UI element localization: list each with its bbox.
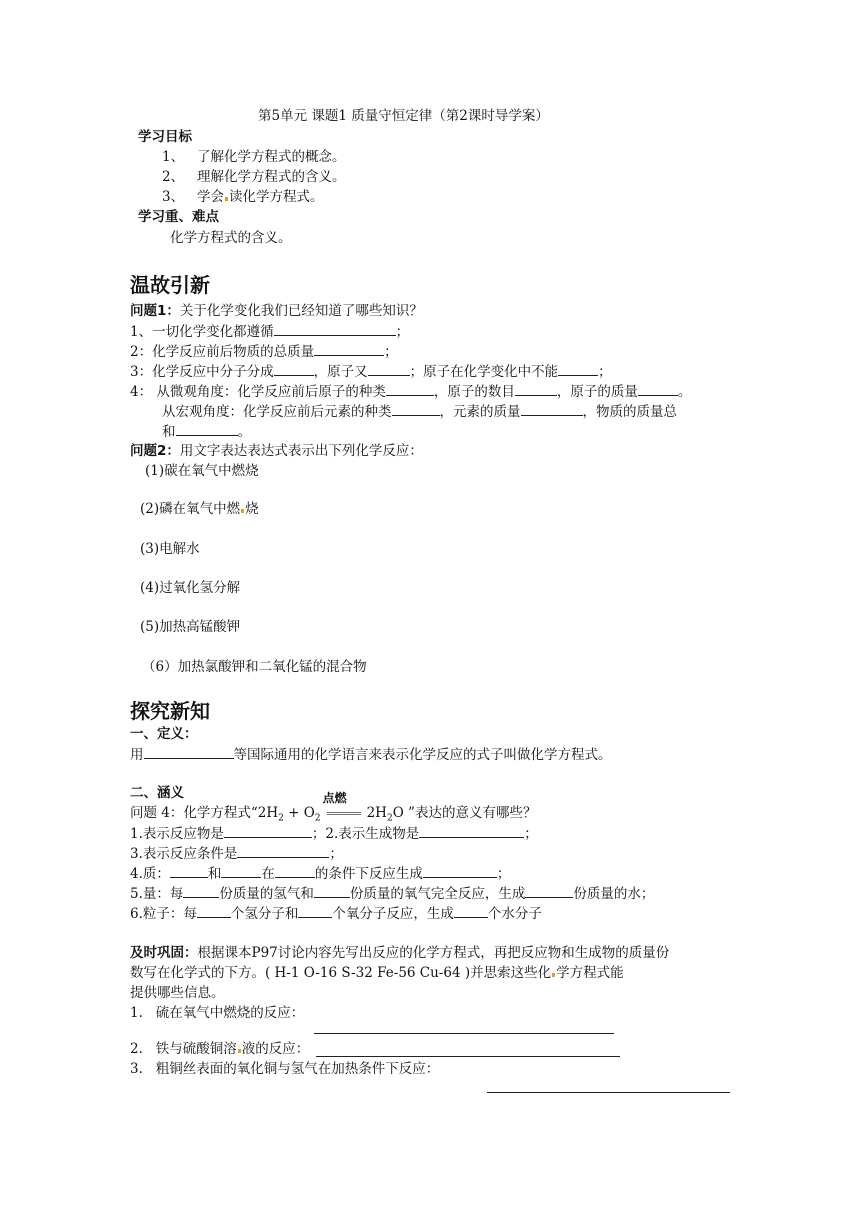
answer-line[interactable] — [316, 1056, 620, 1057]
fill-blank[interactable] — [144, 745, 234, 759]
text: 份质量的氢气和 — [219, 886, 314, 902]
fill-blank[interactable] — [176, 422, 238, 436]
text: ； — [496, 866, 511, 882]
goal-text: 理解化学方程式的含义。 — [196, 169, 346, 185]
text: 烧 — [245, 501, 259, 517]
section-heading-review: 温故引新 — [130, 273, 210, 297]
text: ，原子的质量 — [556, 384, 638, 400]
meaning-line-6 — [130, 904, 542, 923]
text: ； — [329, 846, 343, 862]
text: 2H — [366, 805, 387, 821]
exercise-item — [130, 1060, 439, 1078]
text: ，元素的质量 — [439, 404, 521, 420]
reaction-item — [140, 500, 259, 518]
text: ； — [598, 364, 612, 380]
text: 份质量的水； — [573, 886, 655, 902]
page-title: 第5单元 课题1 质量守恒定律（第2课时导学案） — [258, 108, 549, 124]
exercise-num: 1. — [130, 1005, 143, 1021]
question-label: 问题1： — [130, 303, 180, 319]
text: 在 — [261, 866, 275, 882]
goal-item — [162, 188, 323, 206]
exercise-text: 铁与硫酸铜溶 — [155, 1041, 237, 1057]
meaning-line-1 — [130, 824, 538, 843]
consolidate-para-2 — [130, 964, 624, 982]
reaction-item: (5)加热高锰酸钾 — [140, 619, 241, 635]
exercise-num: 2. — [130, 1041, 143, 1057]
text: 3.表示反应条件是 — [130, 846, 238, 862]
text: 和 — [162, 424, 176, 440]
fill-blank[interactable] — [197, 904, 231, 918]
meaning-heading: 二、涵义 — [130, 785, 184, 801]
stray-mark — [238, 1049, 241, 1053]
text: 问题 4：化学方程式“2H — [130, 805, 279, 821]
text: 3：化学反应中分子分成 — [130, 364, 274, 380]
fill-blank[interactable] — [521, 402, 583, 416]
stray-mark — [552, 973, 555, 977]
text: + O — [283, 805, 315, 821]
fill-blank[interactable] — [454, 904, 488, 918]
text: 学方程式能 — [556, 965, 624, 981]
exercise-text: 粗铜丝表面的氧化铜与氢气在加热条件下反应： — [155, 1061, 440, 1077]
exercise-text: 液的反应： — [241, 1041, 310, 1057]
question-text: 用文字表达表达式表示出下列化学反应： — [179, 443, 423, 459]
text: O ”表达的意义有哪些？ — [392, 805, 537, 821]
text: 从宏观角度：化学反应前后元素的种类 — [162, 404, 392, 420]
stray-mark — [241, 509, 244, 513]
fill-blank[interactable] — [419, 824, 524, 838]
review-line-1 — [130, 322, 409, 341]
goal-num: 3、 — [162, 189, 185, 205]
reaction-item: (1)碳在氧气中燃烧 — [145, 463, 259, 479]
meaning-line-5 — [130, 884, 654, 903]
text: 1、一切化学变化都遵循 — [130, 324, 274, 340]
section-heading-explore: 探究新知 — [130, 699, 210, 723]
question-text: 关于化学变化我们已经知道了哪些知识？ — [179, 303, 423, 319]
text: ，原子又 — [313, 364, 368, 380]
goal-text: 学会 — [196, 189, 224, 205]
text: 5.量：每 — [130, 886, 184, 902]
fill-blank[interactable] — [638, 382, 678, 396]
review-line-5 — [162, 402, 677, 421]
equals-arrow — [327, 812, 361, 815]
consolidate-label: 及时巩固： — [130, 945, 198, 961]
text: ；原子在化学变化中不能 — [409, 364, 559, 380]
exercise-num: 3. — [130, 1061, 143, 1077]
fill-blank[interactable] — [525, 884, 573, 898]
fill-blank[interactable] — [558, 362, 598, 376]
meaning-line-4 — [130, 864, 510, 883]
fill-blank[interactable] — [170, 864, 208, 878]
fill-blank[interactable] — [368, 362, 410, 376]
text: ； — [395, 324, 410, 340]
goal-num: 1、 — [162, 149, 185, 165]
fill-blank[interactable] — [237, 844, 329, 858]
question-1 — [130, 302, 423, 320]
text: 1.表示反应物是 — [130, 826, 224, 842]
text: ，原子的数目 — [433, 384, 515, 400]
text: ； — [524, 826, 538, 842]
review-line-4 — [130, 382, 691, 401]
fill-blank[interactable] — [274, 322, 396, 336]
reaction-item: (3)电解水 — [140, 541, 200, 557]
text: ，物质的质量总 — [582, 404, 677, 420]
exercise-text: 硫在氧气中燃烧的反应： — [155, 1005, 305, 1021]
definition-heading: 一、定义： — [130, 726, 198, 742]
review-line-3 — [130, 362, 612, 381]
text: (2)磷在氧气中燃 — [140, 501, 241, 517]
fill-blank[interactable] — [314, 884, 350, 898]
fill-blank[interactable] — [221, 864, 261, 878]
text: 4： 从微观角度：化学反应前后原子的种类 — [130, 384, 386, 400]
reaction-item: （6）加热氯酸钾和二氧化锰的混合物 — [142, 659, 367, 675]
text: 数写在化学式的下方。( H-1 O-16 S-32 Fe-56 Cu-64 )并思索这些化 — [130, 965, 552, 981]
subscript: 2 — [314, 813, 321, 824]
text: 2：化学反应前后物质的总质量 — [130, 344, 315, 360]
subscript: 2 — [278, 813, 284, 824]
review-line-6 — [162, 422, 251, 441]
text: ； — [384, 344, 398, 360]
consolidate-para-1 — [130, 944, 669, 962]
goal-text: 读化学方程式。 — [228, 189, 324, 205]
text: 4.质： — [130, 866, 170, 882]
exercise-item — [130, 1040, 309, 1058]
text: 个水分子 — [487, 906, 542, 922]
fill-blank[interactable] — [386, 382, 434, 396]
text: 个氢分子和 — [230, 906, 299, 922]
text: 个氧分子反应，生成 — [332, 906, 454, 922]
goal-item — [162, 148, 345, 166]
question-2 — [130, 442, 423, 460]
text: 用 — [130, 747, 144, 763]
exercise-item — [130, 1004, 304, 1022]
fill-blank[interactable] — [183, 884, 219, 898]
text: 。 — [677, 384, 692, 400]
answer-line[interactable] — [314, 1033, 614, 1034]
review-line-2 — [130, 342, 398, 361]
stray-mark — [225, 197, 228, 201]
fill-blank[interactable] — [298, 904, 332, 918]
reaction-item: (4)过氧化氢分解 — [140, 580, 241, 596]
fill-blank[interactable] — [392, 402, 440, 416]
consolidate-para-3: 提供哪些信息。 — [130, 985, 225, 1001]
text: 根据课本P97讨论内容先写出反应的化学方程式，再把反应物和生成物的质量份 — [197, 945, 670, 961]
text: 和 — [207, 866, 222, 882]
text: ；2.表示生成物是 — [311, 826, 420, 842]
fill-blank[interactable] — [224, 824, 312, 838]
text: 份质量的氧气完全反应，生成 — [349, 886, 526, 902]
goals-heading: 学习目标 — [138, 129, 192, 145]
condition-label: 点燃 — [322, 791, 347, 805]
answer-line[interactable] — [487, 1092, 730, 1093]
key-heading: 学习重、难点 — [138, 209, 219, 225]
fill-blank[interactable] — [515, 382, 557, 396]
subscript: 2 — [386, 813, 393, 824]
text: 等国际通用的化学语言来表示化学反应的式子叫做化学方程式。 — [233, 747, 612, 763]
fill-blank[interactable] — [423, 864, 497, 878]
key-text: 化学方程式的含义。 — [170, 230, 292, 246]
text: 的条件下反应生成 — [314, 866, 423, 882]
goal-text: 了解化学方程式的概念。 — [196, 149, 346, 165]
text: 。 — [237, 424, 251, 440]
meaning-line-3 — [130, 844, 343, 863]
goal-item — [162, 168, 345, 186]
definition-line — [130, 745, 612, 764]
reaction-condition — [321, 791, 367, 822]
fill-blank[interactable] — [275, 864, 315, 878]
text: 6.粒子：每 — [130, 906, 197, 922]
fill-blank[interactable] — [314, 342, 384, 356]
fill-blank[interactable] — [274, 362, 314, 376]
goal-num: 2、 — [162, 169, 185, 185]
question-label: 问题2： — [130, 443, 180, 459]
